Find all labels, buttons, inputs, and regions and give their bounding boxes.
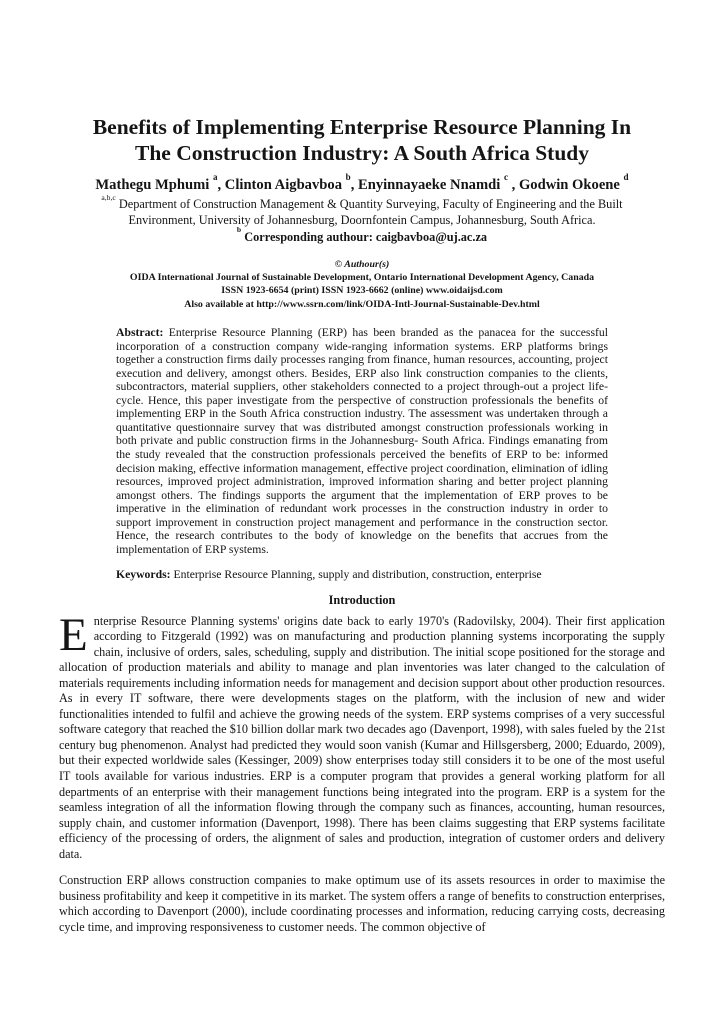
author-name-1: Mathegu Mphumi	[95, 177, 213, 194]
journal-name-line: OIDA International Journal of Sustainable Development, Ontario International Development Agency, Canada	[129, 272, 595, 284]
introduction-paragraph-1-text: nterprise Resource Planning systems' origins date back to early 1970's (Radovilsky, 2004). Their first application according to Fitzgerald (1992) was on manufacturing and production planning systems incorporating the supply chain, inclusive of orders, sales, scheduling, supply and distribution. The initial scope positioned for the storage and allocation of production materials and ability to manage and plan inventories was later changed to the calculation of materials requirements including information needs for management and decision support about other production resources. As in every IT software, there were developments stages on the platform, with the inclusion of new and wider functionalities intended to fulfil and achieve the growing needs of the system. ERP systems comprises of a very successful software category that reached the $10 billion dollar mark two decades ago (Davenport, 1998), with sales fueled by the 21st century bug phenomenon. Analyst had predicted they would soon vanish (Kumar and Hillsgersberg, 2000; Eduardo, 2009), but their expected worldwide sales (Kessinger, 2009) show enterprises today still considers it to be one of the most useful IT tools available for various industries. ERP is a computer program that provides a general working platform for all departments of an enterprise with their management functions being integrated into the program. ERP is a system for the seamless integration of all the information flowing through the company such as finances, accounting, human resources, supply chain, and customer information (Davenport, 1998). There has been claims suggesting that ERP systems facilitate efficiency of the processing of orders, the alignment of sales and production, integration of customer orders and delivery data.	[59, 613, 665, 861]
author-name-3: Enyinnayaeke Nnamdi	[357, 177, 504, 194]
abstract-label: Abstract:	[116, 325, 169, 339]
author-affiliation-mark-3: c	[503, 171, 508, 182]
paper-title-line1: Benefits of Implementing Enterprise Resource Planning In	[92, 115, 632, 139]
author-name-2: Clinton Aigbavboa	[224, 177, 346, 194]
abstract-paragraph	[116, 326, 608, 557]
corresponding-superscript: b	[236, 225, 242, 235]
author-separator-3: ,	[507, 177, 519, 194]
journal-info-block	[0, 258, 724, 311]
issn-line: ISSN 1923-6654 (print) ISSN 1923-6662 (online) www.oidaijsd.com	[221, 285, 503, 297]
drop-cap: E	[59, 608, 88, 661]
affiliation	[98, 192, 626, 228]
author-separator-1: ,	[217, 177, 225, 194]
copyright-line: © Authour(s)	[334, 258, 390, 270]
keywords-line	[116, 568, 608, 581]
author-separator-2: ,	[350, 177, 358, 194]
introduction-paragraph-1	[59, 608, 665, 863]
author-byline	[0, 171, 724, 194]
paper-title	[42, 114, 682, 166]
keywords-text: Enterprise Resource Planning, supply and distribution, construction, enterprise	[173, 567, 542, 581]
author-name-4: Godwin Okoene	[518, 177, 624, 194]
availability-line: Also available at http://www.ssrn.com/link/OIDA-Intl-Journal-Sustainable-Dev.html	[184, 298, 540, 310]
author-affiliation-mark-2: b	[345, 171, 351, 182]
paper-title-line2: The Construction Industry: A South Africa Study	[135, 141, 589, 166]
affiliation-text: Department of Construction Management & Quantity Surveying, Faculty of Engineering and the Built Environment, University of Johannesburg, Doornfontein Campus, Johannesburg, South Africa.	[115, 197, 623, 228]
abstract-text: Enterprise Resource Planning (ERP) has been branded as the panacea for the successful incorporation of a construction company wide-ranging information systems. ERP platforms brings together a construction firms daily processes ranging from finance, human resources, accounting, project execution and delivery, amongst others. Besides, ERP also link construction companies to the clients, subcontractors, material suppliers, other stakeholders connected to a project through-out a project life-cycle. Hence, this paper investigate from the perspective of construction professionals the benefits of implementing ERP in the South Africa construction industry. The assessment was undertaken through a quantitative questionnaire survey that was distributed amongst construction professionals working in both private and public construction firms in the Johannesburg- South Africa. Findings emanating from the study revealed that the construction professionals perceived the benefits of ERP to be: informed decision making, effective information management, effective project coordination, elimination of idling resources, improved project administration, improved information sharing and better project planning amongst others. The findings supports the argument that the implementation of ERP proves to be imperative in the elimination of redundant work processes in the construction industry in order to support improvement in construction project management and performance in the construction sector. Hence, the research contributes to the body of knowledge on the benefits that accrues from the implementation of ERP systems.	[116, 325, 608, 556]
corresponding-text: Corresponding authour: caigbavboa@uj.ac.za	[241, 229, 488, 244]
corresponding-author-line	[0, 225, 724, 245]
introduction-paragraph-2: Construction ERP allows construction companies to make optimum use of its assets resources in order to maximise the business profitability and keep it competitive in its market. The system offers a range of benefits to construction enterprises, which according to Davenport (2000), include coordinating processes and information, reducing carrying costs, decreasing cycle time, and improving responsiveness to customer needs. The common objective of	[59, 873, 665, 934]
introduction-heading: Introduction	[328, 592, 396, 607]
author-affiliation-mark-1: a	[212, 171, 218, 182]
author-affiliation-mark-4: d	[623, 171, 629, 182]
keywords-label: Keywords:	[116, 567, 174, 581]
affiliation-superscript: a,b,c	[101, 192, 116, 202]
